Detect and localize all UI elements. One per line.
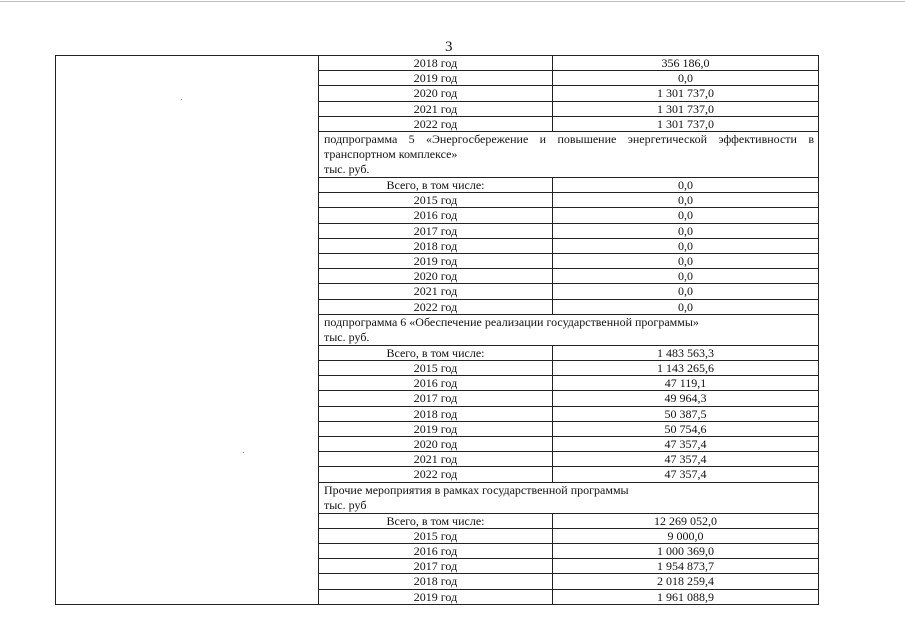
- row-value: 0,0: [553, 254, 819, 269]
- row-value: 2 018 259,4: [553, 574, 819, 589]
- row-value: 49 964,3: [553, 391, 819, 406]
- row-label: 2020 год: [319, 86, 553, 101]
- row-value: 0,0: [553, 193, 819, 208]
- row-label: 2016 год: [319, 544, 553, 559]
- row-label: 2022 год: [319, 299, 553, 314]
- row-value: 50 387,5: [553, 406, 819, 421]
- row-value: 0,0: [553, 223, 819, 238]
- row-label: 2019 год: [319, 421, 553, 436]
- row-value: 1 301 737,0: [553, 86, 819, 101]
- row-label: Всего, в том числе:: [319, 178, 553, 193]
- row-label: 2018 год: [319, 56, 553, 71]
- section-title-cell: [319, 132, 819, 178]
- row-value: 0,0: [553, 284, 819, 299]
- row-value: 1 961 088,9: [553, 589, 819, 604]
- row-value: 47 357,4: [553, 437, 819, 452]
- row-value: 1 954 873,7: [553, 559, 819, 574]
- row-label: 2018 год: [319, 238, 553, 253]
- row-value: 1 143 265,6: [553, 361, 819, 376]
- unit-label: тыс. руб: [324, 497, 367, 512]
- row-value: 0,0: [553, 208, 819, 223]
- unit-label: тыс. руб.: [324, 162, 370, 177]
- row-label: 2020 год: [319, 269, 553, 284]
- row-label: 2021 год: [319, 452, 553, 467]
- table-row: [56, 56, 819, 71]
- row-value: 0,0: [553, 269, 819, 284]
- row-label: 2019 год: [319, 589, 553, 604]
- row-label: 2015 год: [319, 361, 553, 376]
- section-title: Прочие мероприятия в рамках государственной программы: [324, 482, 629, 497]
- row-value: 1 000 369,0: [553, 544, 819, 559]
- section-title: подпрограмма 6 «Обеспечение реализации государственной программы»: [324, 314, 699, 329]
- row-label: 2017 год: [319, 223, 553, 238]
- row-label: 2018 год: [319, 574, 553, 589]
- row-value: 1 301 737,0: [553, 116, 819, 131]
- row-value: 50 754,6: [553, 421, 819, 436]
- row-value: 12 269 052,0: [553, 513, 819, 528]
- row-label: 2017 год: [319, 391, 553, 406]
- row-value: 47 357,4: [553, 467, 819, 482]
- row-label: 2021 год: [319, 101, 553, 116]
- section-title-cell: [319, 314, 819, 345]
- row-value: 47 119,1: [553, 376, 819, 391]
- funding-table: [55, 55, 819, 605]
- row-value: 47 357,4: [553, 452, 819, 467]
- row-value: 9 000,0: [553, 528, 819, 543]
- row-label: Всего, в том числе:: [319, 513, 553, 528]
- row-label: 2015 год: [319, 528, 553, 543]
- row-value: 0,0: [553, 178, 819, 193]
- row-value: 1 301 737,0: [553, 101, 819, 116]
- row-label: 2021 год: [319, 284, 553, 299]
- row-label: 2020 год: [319, 437, 553, 452]
- unit-label: тыс. руб.: [324, 329, 370, 344]
- scan-top-edge: [0, 1, 905, 2]
- row-label: 2016 год: [319, 376, 553, 391]
- row-label: 2019 год: [319, 71, 553, 86]
- left-column-empty-cell: [56, 56, 319, 605]
- row-label: 2022 год: [319, 467, 553, 482]
- row-value: 0,0: [553, 238, 819, 253]
- section-title-cell: [319, 482, 819, 513]
- row-label: 2016 год: [319, 208, 553, 223]
- row-label: 2015 год: [319, 193, 553, 208]
- row-label: 2022 год: [319, 116, 553, 131]
- row-value: 1 483 563,3: [553, 345, 819, 360]
- row-label: 2019 год: [319, 254, 553, 269]
- row-label: Всего, в том числе:: [319, 345, 553, 360]
- row-value: 356 186,0: [553, 56, 819, 71]
- row-label: 2017 год: [319, 559, 553, 574]
- row-label: 2018 год: [319, 406, 553, 421]
- row-value: 0,0: [553, 71, 819, 86]
- section-title: подпрограмма 5 «Энергосбережение и повышение энергетической эффективности в транспортном комплексе»: [324, 132, 814, 162]
- row-value: 0,0: [553, 299, 819, 314]
- page-number: 3: [445, 39, 453, 55]
